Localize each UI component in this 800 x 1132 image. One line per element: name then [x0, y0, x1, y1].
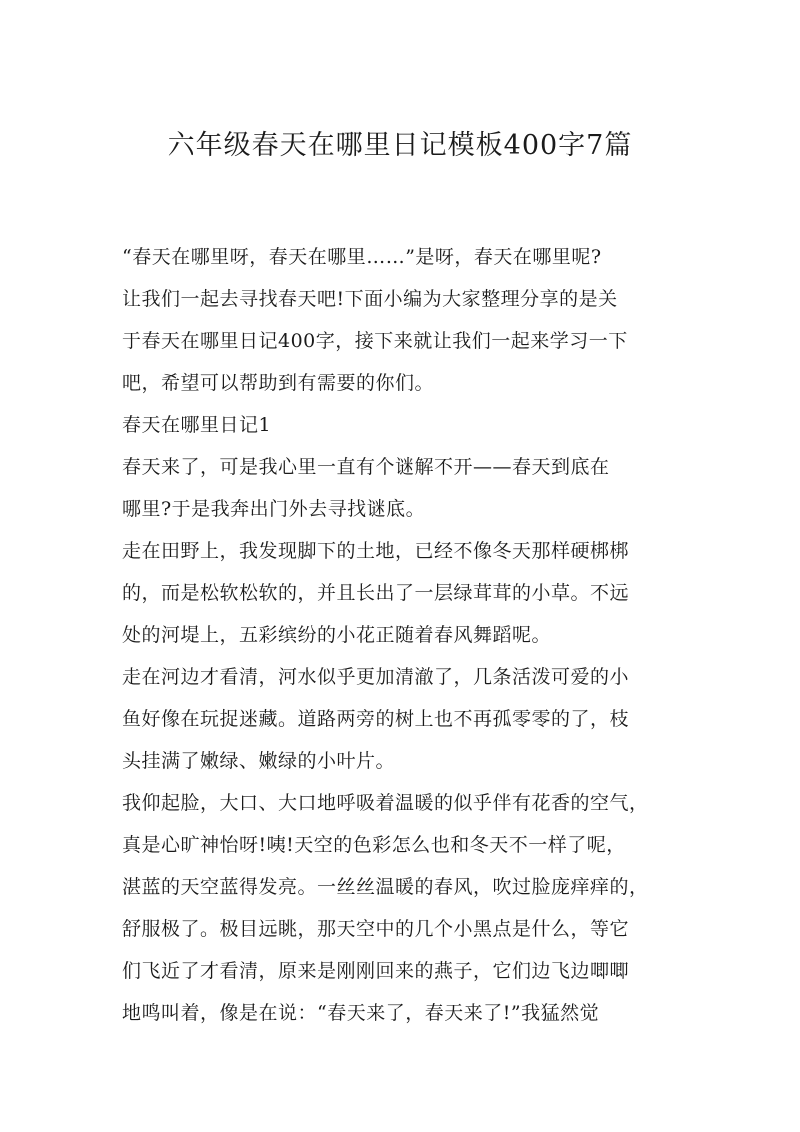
text-line: 鱼好像在玩捉迷藏。道路两旁的树上也不再孤零零的了，枝	[122, 708, 630, 730]
text-line: 们飞近了才看清，原来是刚刚回来的燕子，它们边飞边唧唧	[122, 960, 630, 982]
text-line: 我仰起脸，大口、大口地呼吸着温暖的似乎伴有花香的空气，	[122, 792, 649, 814]
text-line: 舒服极了。极目远眺，那天空中的几个小黑点是什么，等它	[122, 918, 630, 940]
text-line: 地鸣叫着，像是在说：“春天来了，春天来了!”我猛然觉	[122, 1002, 600, 1024]
paragraph	[122, 782, 684, 1034]
text-line: 让我们一起去寻找春天吧!下面小编为大家整理分享的是关	[122, 288, 618, 310]
paragraph	[122, 530, 684, 656]
text-line: 走在田野上，我发现脚下的土地，已经不像冬天那样硬梆梆	[122, 540, 630, 562]
text-line: 湛蓝的天空蓝得发亮。一丝丝温暖的春风，吹过脸庞痒痒的，	[122, 876, 649, 898]
text-line: 吧，希望可以帮助到有需要的你们。	[122, 372, 435, 394]
paragraph-intro	[122, 236, 684, 404]
text-line: 春天来了，可是我心里一直有个谜解不开——春天到底在	[122, 456, 610, 478]
paragraph	[122, 656, 684, 782]
paragraph	[122, 446, 684, 530]
text-line: 走在河边才看清，河水似乎更加清澈了，几条活泼可爱的小	[122, 666, 630, 688]
text-line: 哪里?于是我奔出门外去寻找谜底。	[122, 498, 426, 520]
text-line: 于春天在哪里日记400字，接下来就让我们一起来学习一下	[122, 330, 628, 352]
document-body	[122, 236, 684, 1034]
section-heading	[122, 404, 684, 446]
text-line: 头挂满了嫩绿、嫩绿的小叶片。	[122, 750, 396, 772]
text-line: “春天在哪里呀，春天在哪里……”是呀，春天在哪里呢?	[122, 246, 602, 268]
text-line: 春天在哪里日记1	[122, 414, 272, 436]
text-line: 的，而是松软松软的，并且长出了一层绿茸茸的小草。不远	[122, 582, 630, 604]
text-line: 处的河堤上，五彩缤纷的小花正随着春风舞蹈呢。	[122, 624, 552, 646]
document-title: 六年级春天在哪里日记模板400字7篇	[167, 130, 633, 161]
text-line: 真是心旷神怡呀!咦!天空的色彩怎么也和冬天不一样了呢，	[122, 834, 626, 856]
